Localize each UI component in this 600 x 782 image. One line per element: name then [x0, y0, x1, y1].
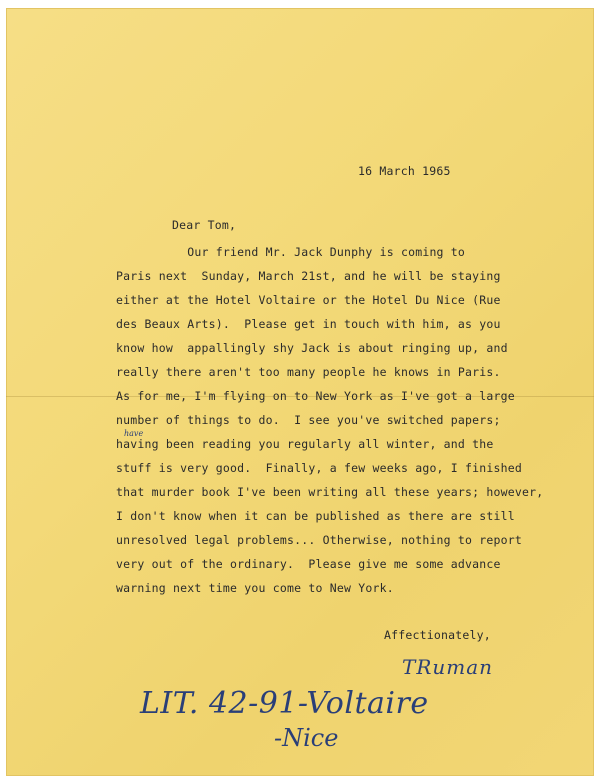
- body-line: very out of the ordinary. Please give me some advance: [116, 557, 501, 571]
- closing: Affectionately,: [384, 628, 491, 642]
- body-line: stuff is very good. Finally, a few weeks ago, I finished: [116, 461, 523, 475]
- body-line: I don't know when it can be published as there are still: [116, 509, 515, 523]
- body-line: des Beaux Arts). Please get in touch with him, as you: [116, 317, 501, 331]
- body-line: unresolved legal problems... Otherwise, nothing to report: [116, 533, 523, 547]
- body-line: having been reading you regularly all winter, and the: [116, 437, 494, 451]
- body-line: warning next time you come to New York.: [116, 581, 394, 595]
- body-line: really there aren't too many people he knows in Paris.: [116, 365, 501, 379]
- handwritten-phone-note: LIT. 42-91-Voltaire: [140, 686, 429, 721]
- body-line: As for me, I'm flying on to New York as I've got a large: [116, 389, 515, 403]
- body-line: know how appallingly shy Jack is about ringing up, and: [116, 341, 508, 355]
- signature: TRuman: [402, 655, 494, 679]
- salutation: Dear Tom,: [172, 218, 237, 232]
- handwritten-note-nice: -Nice: [274, 724, 339, 752]
- body-line: Our friend Mr. Jack Dunphy is coming to: [116, 245, 466, 259]
- body-line: that murder book I've been writing all these years; however,: [116, 485, 544, 499]
- body-line: number of things to do. I see you've switched papers;: [116, 413, 501, 427]
- body-line: Paris next Sunday, March 21st, and he will be staying: [116, 269, 501, 283]
- body-line: either at the Hotel Voltaire or the Hotel Du Nice (Rue: [116, 293, 501, 307]
- letter-date: 16 March 1965: [358, 164, 451, 178]
- handwritten-correction: have: [124, 429, 144, 438]
